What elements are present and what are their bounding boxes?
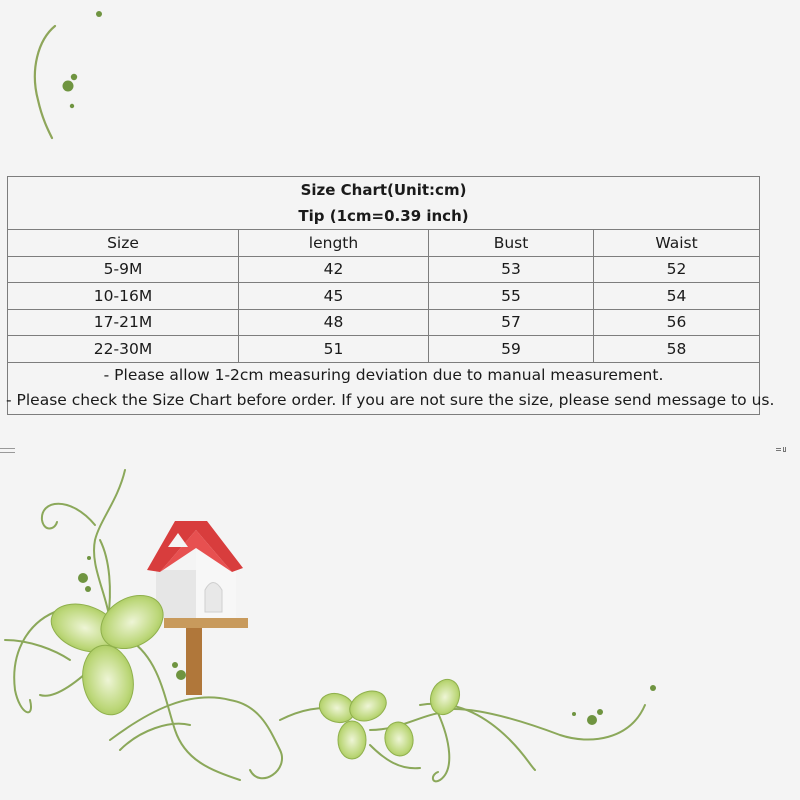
column-header-size: Size <box>8 230 239 257</box>
table-notes-cell <box>6 362 775 414</box>
size-chart-tip: Tip (1cm=0.39 inch) <box>298 207 469 225</box>
cell-length: 45 <box>239 283 429 310</box>
cell-length: 48 <box>239 309 429 336</box>
table-row <box>8 309 760 336</box>
column-header-waist: Waist <box>594 230 760 257</box>
table-notes-row <box>8 362 760 414</box>
column-header-bust: Bust <box>429 230 594 257</box>
cell-size: 5-9M <box>8 256 239 283</box>
size-chart-title: Size Chart(Unit:cm) <box>300 181 467 199</box>
cell-size: 10-16M <box>8 283 239 310</box>
cell-waist: 54 <box>594 283 760 310</box>
table-row <box>8 336 760 363</box>
size-chart-table <box>6 176 775 415</box>
note-measuring-deviation: - Please allow 1-2cm measuring deviation due to manual measurement. <box>103 365 664 384</box>
column-header-length: length <box>239 230 429 257</box>
divider-mark-right <box>776 446 790 454</box>
top-vine-decoration <box>0 0 160 160</box>
cell-waist: 52 <box>594 256 760 283</box>
cell-waist: 58 <box>594 336 760 363</box>
cell-waist: 56 <box>594 309 760 336</box>
cell-bust: 55 <box>429 283 594 310</box>
cell-size: 22-30M <box>8 336 239 363</box>
cell-bust: 57 <box>429 309 594 336</box>
cell-size: 17-21M <box>8 309 239 336</box>
table-row <box>8 283 760 310</box>
divider-mark-left <box>0 448 15 453</box>
table-title-cell <box>8 177 760 230</box>
table-header-row <box>8 230 760 257</box>
table-title-row <box>8 177 760 230</box>
table-row <box>8 256 760 283</box>
cell-length: 51 <box>239 336 429 363</box>
cell-length: 42 <box>239 256 429 283</box>
cell-bust: 59 <box>429 336 594 363</box>
note-check-size-chart: - Please check the Size Chart before order. If you are not sure the size, please send message to us. <box>6 391 775 409</box>
cell-bust: 53 <box>429 256 594 283</box>
